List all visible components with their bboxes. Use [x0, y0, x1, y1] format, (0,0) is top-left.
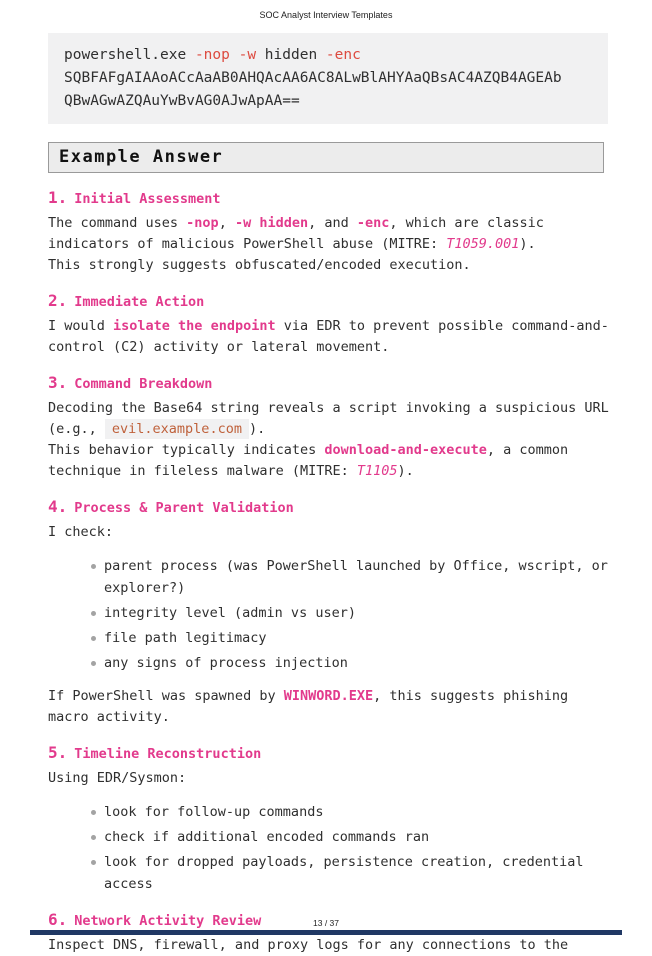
footer-accent-bar [30, 930, 622, 935]
section-heading-timeline-reconstruction [48, 743, 620, 762]
text: , [218, 215, 235, 231]
section-heading-process-parent-validation [48, 497, 620, 516]
page-header-title: SOC Analyst Interview Templates [259, 10, 393, 20]
paragraph-line: I check: [48, 524, 114, 540]
text: I would [48, 318, 114, 334]
emphasis-text: isolate the endpoint [113, 318, 276, 334]
code-flag: -w [238, 47, 257, 63]
paragraph-line [48, 316, 620, 337]
emphasis-text: download-and-execute [324, 442, 487, 458]
paragraph-line: This strongly suggests obfuscated/encoded execution. [48, 257, 471, 273]
example-answer-heading: Example Answer [59, 147, 224, 167]
powershell-command-code-block [48, 33, 608, 124]
section-heading-command-breakdown [48, 373, 620, 392]
text: integrity level (admin vs user) [104, 605, 356, 621]
paragraph-line: macro activity. [48, 709, 170, 725]
code-flag: -enc [325, 47, 361, 63]
page-number-indicator: 13 / 37 [313, 918, 339, 928]
section-heading-immediate-action [48, 291, 620, 310]
example-answer-box [48, 142, 604, 173]
text: The command uses [48, 215, 187, 231]
paragraph-line: Using EDR/Sysmon: [48, 770, 187, 786]
list-item [90, 602, 620, 624]
section-title: Initial Assessment [74, 191, 221, 207]
paragraph-line: control (C2) activity or lateral movement. [48, 339, 390, 355]
section-title: Immediate Action [74, 294, 205, 310]
paragraph-line [48, 234, 620, 255]
code-text: hidden [256, 47, 326, 63]
section-number: 4. [48, 497, 68, 516]
code-flag: -nop [194, 47, 230, 63]
inline-code: -enc [356, 215, 390, 231]
mitre-technique-id: T1059.001 [446, 236, 520, 252]
text: , which are classic [389, 215, 544, 231]
checklist [90, 801, 620, 895]
code-line-base64: QBwAGwAZQAuYwBvAG0AJwApAA== [64, 93, 300, 109]
checklist [90, 555, 620, 674]
list-item [90, 826, 620, 848]
section-title: Process & Parent Validation [74, 500, 294, 516]
paragraph-line: Decoding the Base64 string reveals a script invoking a suspicious URL [48, 400, 609, 416]
inline-code-url: evil.example.com [105, 419, 249, 439]
text: check if additional encoded commands ran [104, 829, 430, 845]
list-item [90, 801, 620, 823]
text: This behavior typically indicates [48, 442, 325, 458]
code-line [64, 44, 592, 67]
code-text: powershell.exe [64, 47, 195, 63]
list-item [90, 652, 620, 674]
code-line-base64: SQBFAFgAIAAoACcAaAB0AHQAcAA6AC8ALwBlAHYAaQBsAC4AZQB4AGEAb [64, 70, 562, 86]
text: , and [308, 215, 357, 231]
document-content [48, 188, 620, 956]
text: any signs of process injection [104, 655, 348, 671]
inline-code: -nop [186, 215, 219, 231]
text: ). [519, 236, 536, 252]
text: technique in fileless malware (MITRE: [48, 463, 357, 479]
list-item [90, 627, 620, 649]
text: indicators of malicious PowerShell abuse (MITRE: [48, 236, 447, 252]
section-number: 5. [48, 743, 68, 762]
text: , this suggests phishing [373, 688, 569, 704]
text: via EDR to prevent possible command-and- [275, 318, 609, 334]
paragraph-line [48, 461, 620, 482]
list-item [90, 851, 620, 895]
text: look for follow-up commands [104, 804, 324, 820]
section-number: 3. [48, 373, 68, 392]
process-name: WINWORD.EXE [283, 688, 374, 704]
text: parent process (was PowerShell launched by Office, wscript, or explorer?) [104, 558, 608, 596]
list-item [90, 555, 620, 599]
section-number: 1. [48, 188, 68, 207]
paragraph-line [48, 440, 620, 461]
text: If PowerShell was spawned by [48, 688, 284, 704]
mitre-technique-id: T1105 [356, 463, 398, 479]
section-number: 2. [48, 291, 68, 310]
section-title: Timeline Reconstruction [74, 746, 262, 762]
text: (e.g., [48, 421, 105, 437]
paragraph-line: Inspect DNS, firewall, and proxy logs for any connections to the [48, 937, 569, 953]
paragraph-line [48, 213, 620, 234]
code-text [230, 47, 239, 63]
text: look for dropped payloads, persistence creation, credential access [104, 854, 584, 892]
paragraph-line [48, 419, 620, 440]
inline-code: -w hidden [234, 215, 309, 231]
text: ). [397, 463, 414, 479]
text: , a common [486, 442, 569, 458]
text: ). [248, 421, 266, 437]
section-title: Command Breakdown [74, 376, 213, 392]
text: file path legitimacy [104, 630, 267, 646]
section-title: Network Activity Review [74, 913, 262, 929]
section-number: 6. [48, 910, 68, 929]
section-heading-initial-assessment [48, 188, 620, 207]
paragraph-line [48, 686, 620, 707]
